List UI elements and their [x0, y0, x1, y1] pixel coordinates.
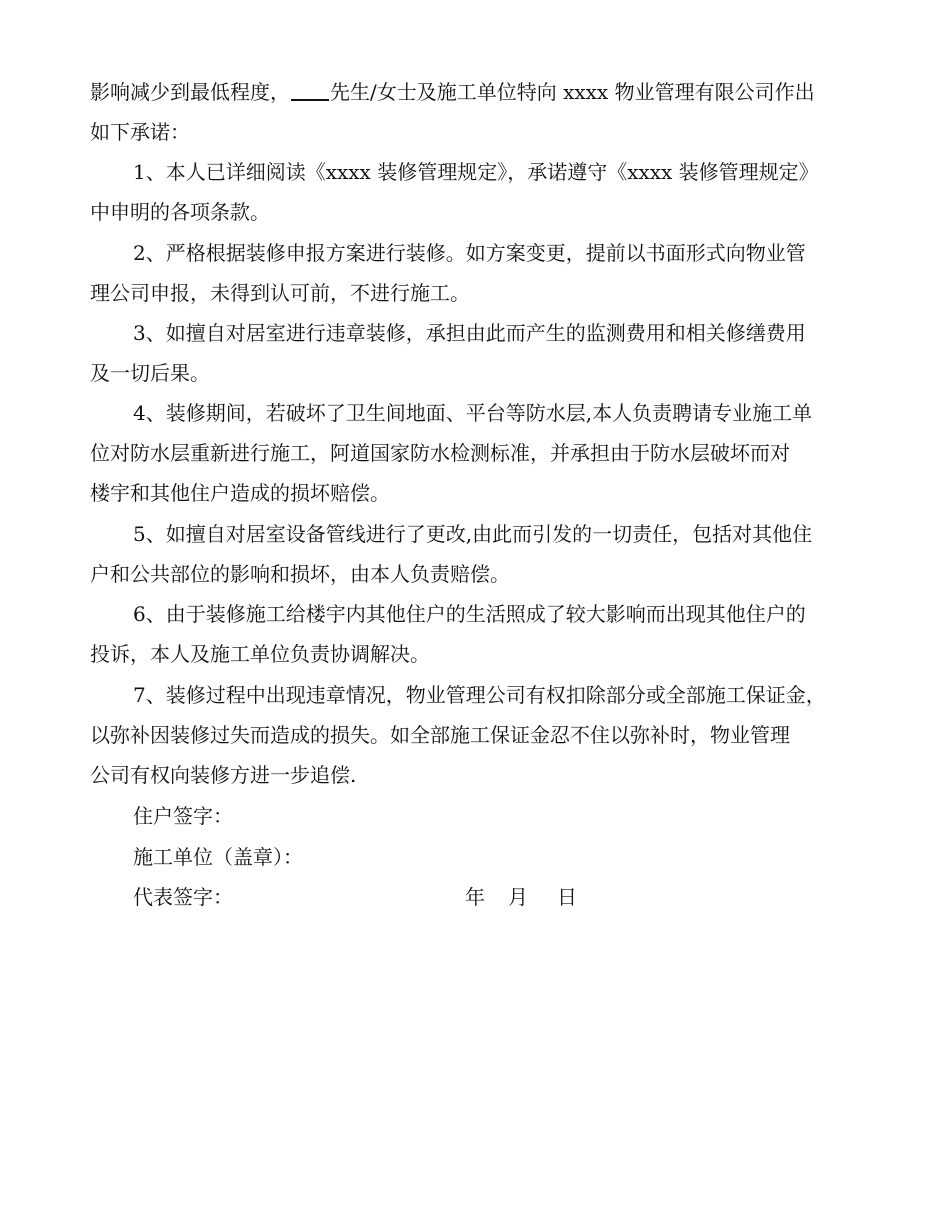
item-5-line-1: 5、如擅自对居室设备管线进行了更改,由此而引发的一切责任，包括对其他住: [133, 522, 813, 546]
item-6-line-2: 投诉，本人及施工单位负责协调解决。: [90, 642, 430, 666]
item-3-line-1: 3、如擅自对居室进行违章装修，承担由此而产生的监测费用和相关修缮费用: [133, 321, 806, 345]
item-4-line-2: 位对防水层重新进行施工，阿道国家防水检测标准，并承担由于防水层破坏而对: [90, 441, 790, 465]
item-3-line-2: 及一切后果。: [90, 361, 210, 385]
item-1-line-1: 1、本人已详细阅读《xxxx 装修管理规定》，承诺遵守《xxxx 装修管理规定》: [133, 160, 819, 184]
item-4-line-1: 4、装修期间，若破坏了卫生间地面、平台等防水层,本人负责聘请专业施工单: [133, 401, 813, 425]
item-6-line-1: 6、由于装修施工给楼宇内其他住户的生活照成了较大影响而出现其他住户的: [133, 602, 806, 626]
item-5-line-2: 户和公共部位的影响和损坏，由本人负责赔偿。: [90, 562, 510, 586]
item-2-line-2: 理公司申报，未得到认可前，不进行施工。: [90, 281, 470, 305]
item-4-line-3: 楼宇和其他住户造成的损坏赔偿。: [90, 481, 390, 505]
item-7-line-2: 以弥补因装修过失而造成的损失。如全部施工保证金忍不住以弥补时，物业管理: [90, 723, 790, 747]
item-7-line-3: 公司有权向装修方进一步追偿.: [90, 763, 357, 787]
representative-signature-label: 代表签字：: [133, 885, 233, 909]
intro-text-end: 先生/女士及施工单位特向 xxxx 物业管理有限公司作出: [330, 80, 815, 104]
date-month-label: 月: [508, 885, 528, 909]
date-year-label: 年: [465, 885, 485, 909]
resident-signature-label: 住户签字：: [133, 804, 233, 828]
name-blank: [291, 81, 329, 101]
contractor-seal-label: 施工单位（盖章）：: [133, 845, 303, 869]
intro-text-start: 影响减少到最低程度，: [90, 80, 290, 104]
item-2-line-1: 2、严格根据装修申报方案进行装修。如方案变更，提前以书面形式向物业管: [133, 241, 806, 265]
item-1-line-2: 中申明的各项条款。: [90, 200, 270, 224]
date-day-label: 日: [557, 885, 577, 909]
intro-line-1: [90, 80, 815, 104]
intro-line-2: 如下承诺：: [90, 120, 190, 144]
item-7-line-1: 7、装修过程中出现违章情况，物业管理公司有权扣除部分或全部施工保证金，: [133, 683, 826, 707]
